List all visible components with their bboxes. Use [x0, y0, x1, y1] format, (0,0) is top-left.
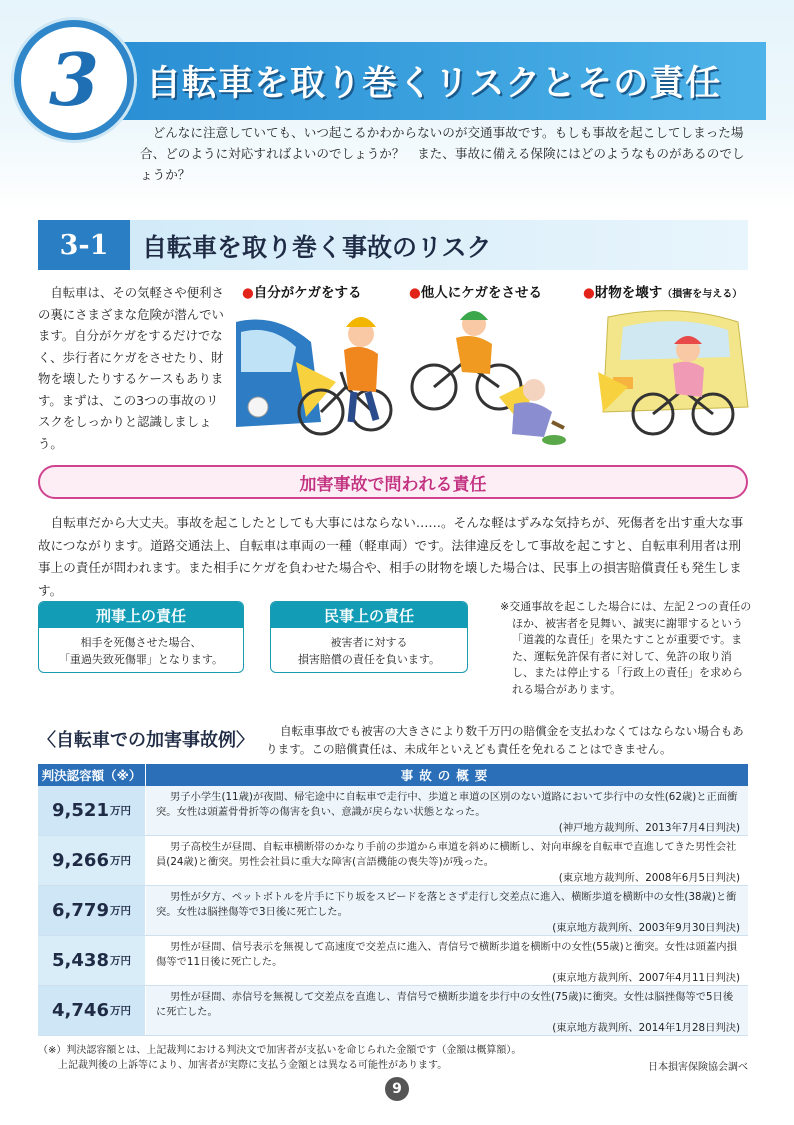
- section-title: 自転車を取り巻く事故のリスク: [142, 233, 492, 262]
- table-row: [38, 986, 748, 1036]
- civil-responsibility-body: 被害者に対する 損害賠償の責任を負います。: [297, 636, 441, 666]
- section-number-box: [38, 220, 130, 270]
- summary-cell: 男子高校生が昼間、自転車横断帯のかなり手前の歩道から車道を斜めに横断し、対向車線を自転車で直進してきた男性会社員(24歳)と衝突。男性会社員に重大な障害(言語機能の喪失等)が残った。 (東京地方裁判所、2008年6月5日判決): [146, 836, 748, 885]
- criminal-responsibility-title: 刑事上の責任: [39, 602, 243, 628]
- section-number: 3-1: [59, 229, 109, 261]
- amount-cell: 5,438 万円: [38, 936, 146, 985]
- table-row: [38, 786, 748, 836]
- chapter-number-badge: [14, 20, 134, 140]
- case-table: [38, 764, 748, 1036]
- moral-responsibility-note: ※交通事故を起こした場合には、左記２つの責任のほか、被害者を見舞い、誠実に謝罪するという「道義的な責任」を果たすことが重要です。また、運転免許保有者に対して、免許の取り消し、または停止する「行政上の責任」を求められる場合があります。: [500, 600, 752, 696]
- chapter-title-bar: [120, 42, 766, 120]
- criminal-responsibility-box: [38, 601, 244, 673]
- table-row: [38, 886, 748, 936]
- chapter-intro: どんなに注意していても、いつ起こるかわからないのが交通事故です。もしも事故を起こしてしまった場合、どのように対応すればよいのでしょうか？ また、事故に備える保険にはどのようなものがあるのでしょうか？: [140, 125, 745, 182]
- illustration-property-damage: [588, 302, 750, 447]
- table-row: [38, 836, 748, 886]
- summary-cell: 男性が夕方、ペットボトルを片手に下り坂をスピードを落とさず走行し交差点に進入、横断歩道を横断中の女性(38歳)と衝突。女性は脳挫傷等で3日後に死亡した。 (東京地方裁判所、2003年9月30日判決): [146, 886, 748, 935]
- summary-cell: 男性が昼間、赤信号を無視して交差点を直進し、青信号で横断歩道を歩行中の女性(75歳)に衝突。女性は脳挫傷等で5日後に死亡した。 (東京地方裁判所、2014年1月28日判決): [146, 986, 748, 1035]
- amount-cell: 6,779 万円: [38, 886, 146, 935]
- liability-heading-box: [38, 465, 748, 499]
- illus-label-property-damage: ●財物を壊す（損害を与える）: [583, 285, 743, 301]
- bullet-dot-icon: ●: [409, 285, 421, 301]
- chapter-number: 3: [48, 37, 100, 122]
- column-header-summary: 事故の概要: [400, 768, 494, 783]
- illus-label-self-injury: ●自分がケガをする: [242, 285, 362, 301]
- summary-cell: 男子小学生(11歳)が夜間、帰宅途中に自転車で走行中、歩道と車道の区別のない道路において歩行中の女性(62歳)と正面衝突。女性は頭蓋骨骨折等の傷害を負い、意識が戻らない状態となった。 (神戸地方裁判所、2013年7月4日判決): [146, 786, 748, 835]
- civil-responsibility-title: 民事上の責任: [271, 602, 467, 628]
- bullet-dot-icon: ●: [242, 285, 254, 301]
- amount-cell: 9,521 万円: [38, 786, 146, 835]
- source-credit: 日本損害保険協会調べ: [648, 1062, 748, 1073]
- cases-description: 自転車事故でも被害の大きさにより数千万円の賠償金を支払わなくてはならない場合もあります。この賠償責任は、未成年といえども責任を免れることはできません。: [266, 724, 744, 756]
- civil-responsibility-box: [270, 601, 468, 673]
- criminal-responsibility-body: 相手を死傷させた場合、 「重過失致死傷罪」となります。: [58, 636, 224, 666]
- amount-cell: 9,266 万円: [38, 836, 146, 885]
- illustration-injure-others: [404, 302, 574, 447]
- liability-heading: 加害事故で問われる責任: [299, 474, 487, 495]
- amount-cell: 4,746 万円: [38, 986, 146, 1035]
- bullet-dot-icon: ●: [583, 285, 595, 301]
- chapter-title: 自転車を取り巻くリスクとその責任: [146, 64, 722, 104]
- illustration-self-injury: [236, 302, 396, 447]
- footnote: （※）判決認容額とは、上記裁判における判決文で加害者が支払いを命じられた金額です（金額は概算額）。 上記裁判後の上訴等により、加害者が実際に支払う金額とは異なる可能性があります。: [38, 1045, 522, 1071]
- summary-cell: 男性が昼間、信号表示を無視して高速度で交差点に進入、青信号で横断歩道を横断中の女性(55歳)と衝突。女性は頭蓋内損傷等で11日後に死亡した。 (東京地方裁判所、2007年4月11日判決): [146, 936, 748, 985]
- column-header-amount: 判決認容額（※）: [38, 764, 146, 786]
- illus-label-injure-others: ●他人にケガをさせる: [409, 285, 543, 301]
- page-number: 9: [385, 1077, 409, 1101]
- liability-text: 自転車だから大丈夫。事故を起こしたとしても大事にはならない……。そんな軽はずみな気持ちが、死傷者を出す重大な事故につながります。道路交通法上、自転車は車両の一種（軽車両）です。法律違反をして事故を起こすと、自転車利用者は刑事上の責任が問われます。また相手にケガを負わせた場合や、相手の財物を壊した場合は、民事上の損害賠償責任も発生します。: [38, 515, 744, 598]
- cases-heading: 〈自転車での加害事故例〉: [38, 730, 254, 751]
- table-row: [38, 936, 748, 986]
- risk-text: 自転車は、その気軽さや便利さの裏にさまざまな危険が潜んでいます。自分がケガをするだけでなく、歩行者にケガをさせたり、財物を壊したりするケースもあります。まずは、この3つの事故のリスクをしっかりと認識しましょう。: [38, 285, 224, 451]
- case-table-header: [38, 764, 748, 786]
